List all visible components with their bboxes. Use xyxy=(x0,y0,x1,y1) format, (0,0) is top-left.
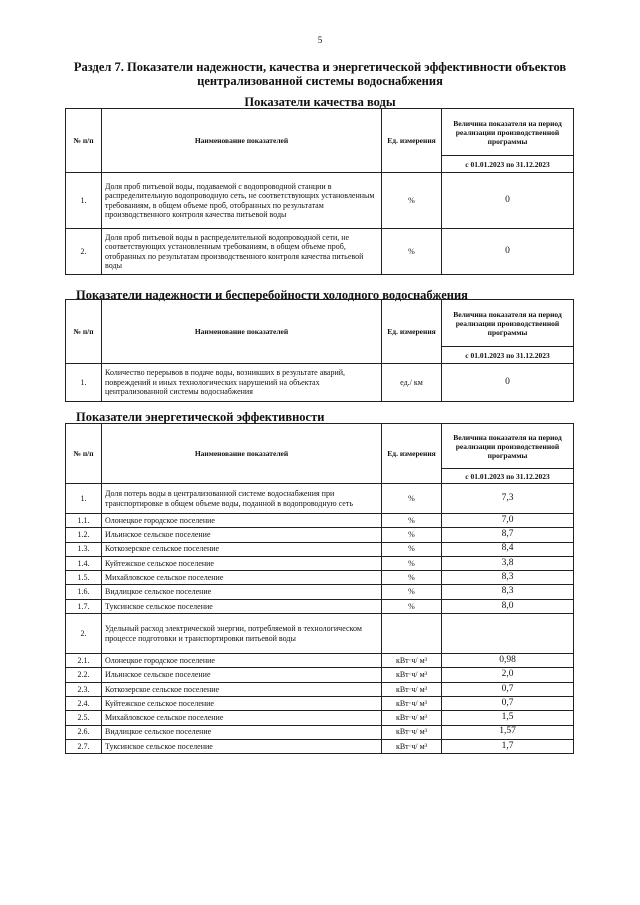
row-unit: кВт·ч/ м³ xyxy=(382,668,442,682)
header-num: № п/п xyxy=(66,300,102,364)
row-value: 7,0 xyxy=(442,514,574,528)
row-num: 2. xyxy=(66,614,102,654)
reliability-title: Показатели надежности и бесперебойности холодного водоснабжения xyxy=(76,288,468,302)
row-unit: ед./ км xyxy=(382,364,442,402)
table-row xyxy=(66,696,574,710)
row-name: Ильинское сельское поселение xyxy=(102,668,382,682)
energy-rows xyxy=(66,484,574,754)
row-unit: кВт·ч/ м³ xyxy=(382,654,442,668)
table-row xyxy=(66,364,574,402)
row-name: Олонецкое городское поселение xyxy=(102,654,382,668)
section-title: Раздел 7. Показатели надежности, качества и энергетической эффективности объектов централизованной системы водоснабжения xyxy=(73,60,567,88)
table-row xyxy=(66,542,574,556)
row-name: Туксинское сельское поселение xyxy=(102,599,382,613)
row-num: 2. xyxy=(66,229,102,275)
row-num: 1.5. xyxy=(66,571,102,585)
table-row xyxy=(66,571,574,585)
row-unit: кВт·ч/ м³ xyxy=(382,696,442,710)
row-num: 1.4. xyxy=(66,556,102,570)
reliability-table xyxy=(65,299,574,402)
row-unit: % xyxy=(382,556,442,570)
table-row xyxy=(66,682,574,696)
table-row xyxy=(66,711,574,725)
row-num: 2.5. xyxy=(66,711,102,725)
header-name: Наименование показателей xyxy=(102,300,382,364)
row-num: 1.2. xyxy=(66,528,102,542)
table-row xyxy=(66,484,574,514)
row-num: 2.3. xyxy=(66,682,102,696)
table-row xyxy=(66,739,574,753)
row-unit: % xyxy=(382,229,442,275)
row-name: Михайловское сельское поселение xyxy=(102,711,382,725)
row-name: Туксинское сельское поселение xyxy=(102,739,382,753)
header-num: № п/п xyxy=(66,424,102,484)
table-row xyxy=(66,585,574,599)
row-value: 1,57 xyxy=(442,725,574,739)
row-value: 1,7 xyxy=(442,739,574,753)
table-row xyxy=(66,668,574,682)
row-value: 8,0 xyxy=(442,599,574,613)
row-num: 2.6. xyxy=(66,725,102,739)
header-unit: Ед. измерения xyxy=(382,424,442,484)
row-name: Куйтежское сельское поселение xyxy=(102,696,382,710)
row-name: Количество перерывов в подаче воды, возникших в результате аварий, повреждений и иных технологических нарушений на объектах централизованной системы водоснабжения xyxy=(102,364,382,402)
row-unit: кВт·ч/ м³ xyxy=(382,682,442,696)
table-row xyxy=(66,725,574,739)
row-num: 1. xyxy=(66,364,102,402)
row-unit xyxy=(382,614,442,654)
row-value: 0,98 xyxy=(442,654,574,668)
row-unit: % xyxy=(382,542,442,556)
quality-title: Показатели качества воды xyxy=(244,95,396,109)
row-value: 8,3 xyxy=(442,571,574,585)
row-num: 1.7. xyxy=(66,599,102,613)
table-row xyxy=(66,514,574,528)
row-name: Ильинское сельское поселение xyxy=(102,528,382,542)
row-value: 8,7 xyxy=(442,528,574,542)
row-name: Доля потерь воды в централизованной системе водоснабжения при транспортировке в общем объеме воды, поданной в водопроводную сеть xyxy=(102,484,382,514)
row-unit: кВт·ч/ м³ xyxy=(382,739,442,753)
row-num: 2.1. xyxy=(66,654,102,668)
header-row xyxy=(66,109,574,156)
table-row xyxy=(66,599,574,613)
table-row xyxy=(66,614,574,654)
row-name: Доля проб питьевой воды, подаваемой с водопроводной станции в распределительную водопроводную сеть, не соответствующих установленным требованиям, в общем объеме проб, отобранных по результатам производственного контроля качества питьевой воды xyxy=(102,173,382,229)
header-name: Наименование показателей xyxy=(102,424,382,484)
row-value: 0 xyxy=(442,364,574,402)
row-unit: % xyxy=(382,514,442,528)
row-num: 1.1. xyxy=(66,514,102,528)
row-name: Коткозерское сельское поселение xyxy=(102,682,382,696)
page-number: 5 xyxy=(317,35,323,45)
header-name: Наименование показателей xyxy=(102,109,382,173)
row-value: 0,7 xyxy=(442,696,574,710)
row-name: Видлицкое сельское поселение xyxy=(102,585,382,599)
row-name: Доля проб питьевой воды в распределительной водопроводной сети, не соответствующих установленным требованиям, в общем объеме проб, отобранных по результатам производственного контроля качества питьевой воды xyxy=(102,229,382,275)
row-value: 8,4 xyxy=(442,542,574,556)
energy-table xyxy=(65,423,574,754)
row-num: 1. xyxy=(66,484,102,514)
row-value: 8,3 xyxy=(442,585,574,599)
row-unit: % xyxy=(382,585,442,599)
row-name: Куйтежское сельское поселение xyxy=(102,556,382,570)
table-row xyxy=(66,229,574,275)
row-unit: кВт·ч/ м³ xyxy=(382,725,442,739)
row-num: 2.4. xyxy=(66,696,102,710)
row-num: 1.6. xyxy=(66,585,102,599)
table-row xyxy=(66,173,574,229)
header-period: с 01.01.2023 по 31.12.2023 xyxy=(442,469,574,484)
row-unit: % xyxy=(382,173,442,229)
row-num: 2.2. xyxy=(66,668,102,682)
row-name: Видлицкое сельское поселение xyxy=(102,725,382,739)
row-unit: % xyxy=(382,571,442,585)
row-value: 1,5 xyxy=(442,711,574,725)
row-value: 3,8 xyxy=(442,556,574,570)
row-num: 1.3. xyxy=(66,542,102,556)
header-period: с 01.01.2023 по 31.12.2023 xyxy=(442,347,574,364)
row-unit: % xyxy=(382,484,442,514)
row-value: 0 xyxy=(442,229,574,275)
row-value: 2,0 xyxy=(442,668,574,682)
header-unit: Ед. измерения xyxy=(382,109,442,173)
energy-title: Показатели энергетической эффективности xyxy=(76,410,325,424)
row-name: Михайловское сельское поселение xyxy=(102,571,382,585)
row-name: Олонецкое городское поселение xyxy=(102,514,382,528)
row-name: Коткозерское сельское поселение xyxy=(102,542,382,556)
table-row xyxy=(66,654,574,668)
header-value: Величина показателя на период реализации производственной программы xyxy=(442,109,574,156)
row-value: 7,3 xyxy=(442,484,574,514)
quality-table xyxy=(65,108,574,275)
table-row xyxy=(66,528,574,542)
header-value: Величина показателя на период реализации производственной программы xyxy=(442,424,574,469)
row-value: 0,7 xyxy=(442,682,574,696)
row-name: Удельный расход электрической энергии, потребляемой в технологическом процессе подготовки и транспортировки питьевой воды xyxy=(102,614,382,654)
row-value: 0 xyxy=(442,173,574,229)
row-unit: кВт·ч/ м³ xyxy=(382,711,442,725)
row-value xyxy=(442,614,574,654)
header-num: № п/п xyxy=(66,109,102,173)
header-unit: Ед. измерения xyxy=(382,300,442,364)
header-value: Величина показателя на период реализации производственной программы xyxy=(442,300,574,347)
row-num: 1. xyxy=(66,173,102,229)
row-num: 2.7. xyxy=(66,739,102,753)
row-unit: % xyxy=(382,599,442,613)
row-unit: % xyxy=(382,528,442,542)
header-period: с 01.01.2023 по 31.12.2023 xyxy=(442,156,574,173)
table-row xyxy=(66,556,574,570)
